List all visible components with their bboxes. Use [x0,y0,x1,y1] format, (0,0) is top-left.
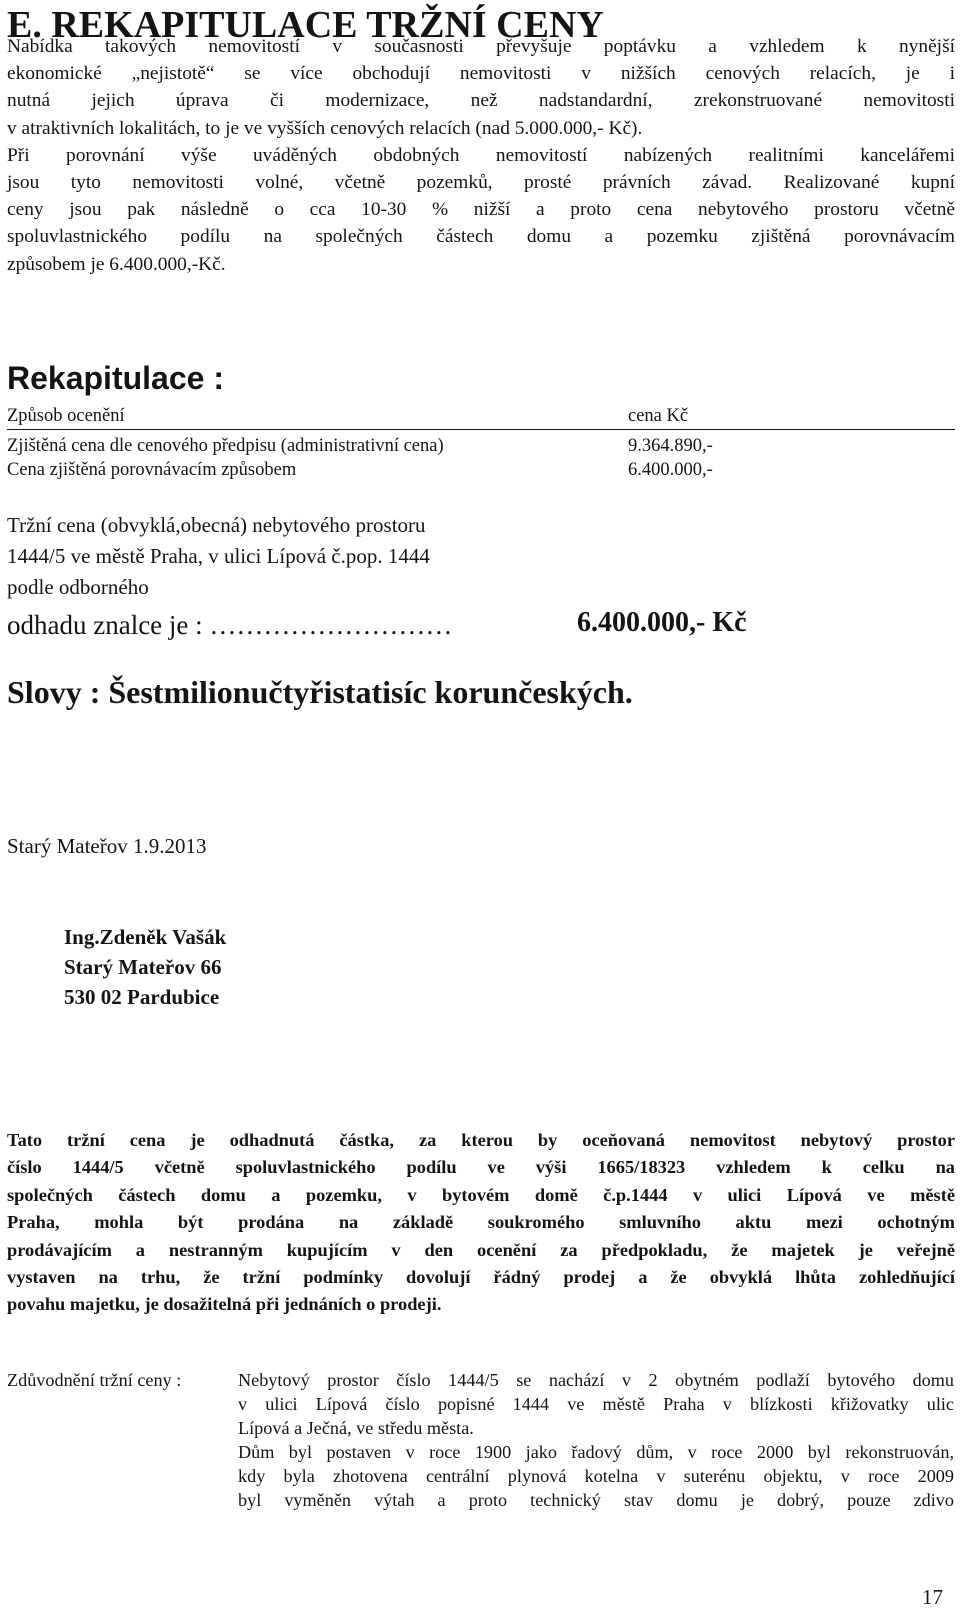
definition-line: Tato tržní cena je odhadnutá částka, za kterou by oceňovaná nemovitost nebytový prostor [7,1130,955,1150]
market-price-line: Tržní cena (obvyklá,obecná) nebytového prostoru [7,513,426,537]
justification-line: Dům byl postaven v roce 1900 jako řadový dům, v roce 2000 byl rekonstruován, [238,1442,954,1462]
header-method: Způsob ocenění [7,406,125,426]
justification-line: v ulici Lípová číslo popisné 1444 ve městě Praha v blízkosti křižovatky ulic [238,1394,954,1414]
header-price: cena Kč [628,406,689,426]
definition-paragraph [7,1127,955,1319]
expert-name: Ing.Zdeněk Vašák [64,925,227,949]
place-date: Starý Mateřov 1.9.2013 [7,834,207,858]
table-row [7,458,713,482]
recap-title: Rekapitulace : [7,360,224,396]
intro-line: Při porovnání výše uváděných obdobných nemovitostí nabízených realitními kancelářemi [7,144,955,166]
justification-body [238,1368,954,1512]
justification-line: kdy byla zhotovena centrální plynová kotelna v suterénu objektu, v roce 2009 [238,1466,954,1486]
table-row [7,434,713,458]
recap-table-header [7,404,689,428]
row-method: Cena zjištěná porovnávacím způsobem [7,460,297,480]
intro-line: spoluvlastnického podílu na společných částech domu a pozemku zjištěná porovnávacím [7,226,955,248]
final-price: 6.400.000,- Kč [577,607,747,638]
intro-line: ekonomické „nejistotě“ se více obchodují nemovitosti v nižších cenových relacích, je i [7,63,955,85]
justification-line: byl vyměněn výtah a proto technický stav domu je dobrý, pouze zdivo [238,1490,954,1510]
section-heading: E. REKAPITULACE TRŽNÍ CENY [7,4,604,46]
row-price: 9.364.890,- [628,436,713,456]
definition-line: Praha, mohla být prodána na základě soukromého smluvního aktu mezi ochotným [7,1212,955,1233]
definition-line: povahu majetku, je dosažitelná při jednáních o prodeji. [7,1294,442,1315]
page-number: 17 [922,1585,943,1609]
market-price-line: podle odborného [7,575,149,599]
justification-line: Lípová a Ječná, ve středu města. [238,1418,474,1438]
intro-line: způsobem je 6.400.000,-Kč. [7,253,226,275]
definition-line: společných částech domu a pozemku, v bytovém domě č.p.1444 v ulici Lípová ve městě [7,1184,955,1205]
justification-line: Nebytový prostor číslo 1444/5 se nachází v 2 obytném podlaží bytového domu [238,1370,954,1390]
definition-line: vystaven na trhu, že tržní podmínky dovolují řádný prodej a že obvyklá lhůta zohledňující [7,1267,955,1288]
row-method: Zjištěná cena dle cenového předpisu (administrativní cena) [7,436,444,456]
intro-line: Nabídka takových nemovitostí v současnosti převyšuje poptávku a vzhledem k nynější [7,36,955,57]
intro-line: ceny jsou pak následně o cca 10-30 % nižší a proto cena nebytového prostoru včetně [7,199,955,221]
intro-line: jsou tyto nemovitosti volné, včetně pozemků, prosté právních závad. Realizované kupní [7,172,955,194]
table-rule [7,429,955,430]
definition-line: číslo 1444/5 včetně spoluvlastnického podílu ve výši 1665/18323 vzhledem k celku na [7,1157,955,1178]
definition-line: prodávajícím a nestranným kupujícím v den ocenění za předpokladu, že majetek je veřejně [7,1239,955,1260]
price-in-words: Slovy : Šestmilionučtyřistatisíc korunčeských. [7,674,633,710]
intro-paragraph [7,33,955,278]
justification-label: Zdůvodnění tržní ceny : [7,1370,182,1390]
expert-city: 530 02 Pardubice [64,985,220,1009]
intro-line: nutná jejich úprava či modernizace, než nadstandardní, zrekonstruované nemovitosti [7,90,955,112]
row-price: 6.400.000,- [628,460,713,480]
expert-street: Starý Mateřov 66 [64,955,222,979]
final-label: odhadu znalce je : ……………………… [7,610,453,640]
intro-line: v atraktivních lokalitách, to je ve vyšších cenových relacích (nad 5.000.000,- Kč). [7,117,643,139]
market-price-line: 1444/5 ve městě Praha, v ulici Lípová č.pop. 1444 [7,544,430,568]
